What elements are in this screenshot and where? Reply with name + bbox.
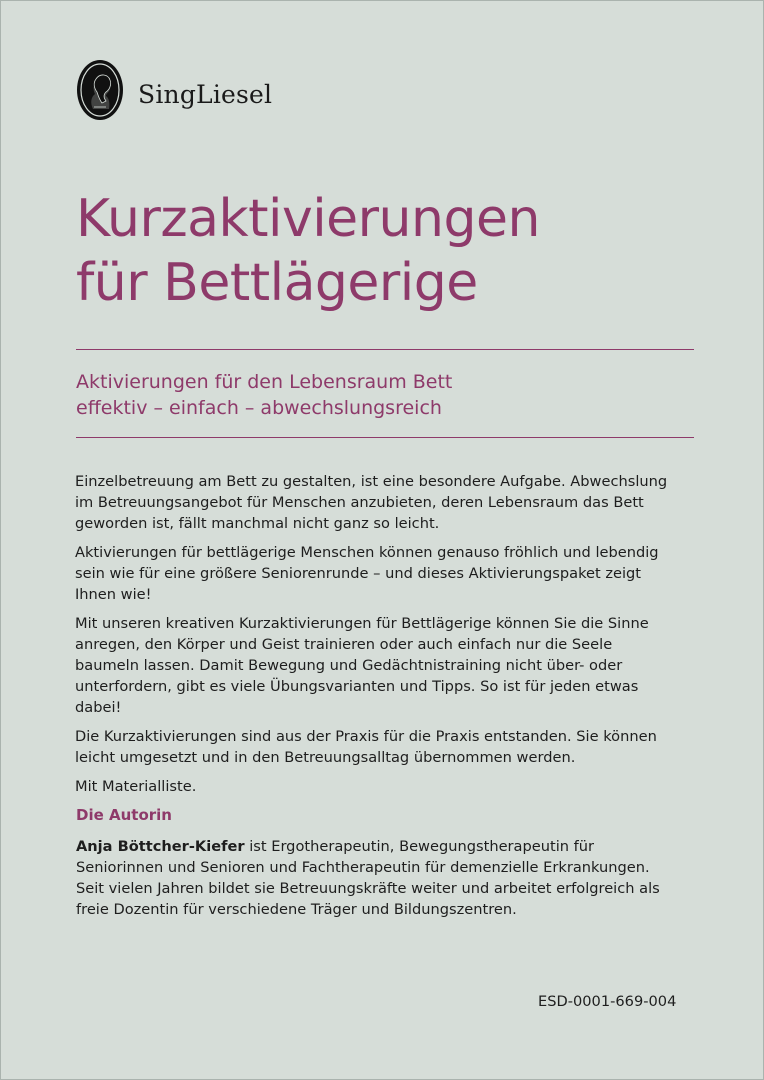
page-title: [76, 187, 540, 315]
brand-name: SingLiesel: [138, 79, 273, 109]
silhouette-portrait-icon: [76, 59, 124, 121]
subtitle: [76, 369, 452, 421]
title-line-1: Kurzaktivierungen: [76, 189, 540, 249]
brand-logo: [76, 59, 272, 121]
divider-bottom: [76, 437, 694, 438]
title-line-2: für Bettlägerige: [76, 253, 478, 313]
paragraph: Mit Materialliste.: [75, 778, 197, 795]
paragraph: Einzelbetreuung am Bett zu gestalten, ist eine besondere Aufgabe. Abwechslung im Betreuungsangebot für Menschen anzubieten, deren Lebensraum das Bett geworden ist, fällt manchmal nicht ganz so leicht.: [75, 473, 668, 532]
author-heading: Die Autorin: [76, 806, 172, 824]
author-name: Anja Böttcher-Kiefer: [76, 838, 245, 855]
paragraph: Aktivierungen für bettlägerige Menschen können genauso fröhlich und lebendig sein wie für eine größere Seniorenrunde – und dieses Aktivierungspaket zeigt Ihnen wie!: [75, 544, 659, 603]
subtitle-line-2: effektiv – einfach – abwechslungsreich: [76, 397, 442, 419]
divider-top: [76, 349, 694, 350]
author-bio: [76, 836, 682, 920]
paragraph: Mit unseren kreativen Kurzaktivierungen für Bettlägerige können Sie die Sinne anregen, den Körper und Geist trainieren oder auch einfach nur die Seele baumeln lassen. Damit Bewegung und Gedächtnistraining nicht über- oder unterfordern, gibt es viele Übungsvarianten und Tipps. So ist für jeden etwas dabei!: [75, 615, 649, 716]
paragraph: Die Kurzaktivierungen sind aus der Praxis für die Praxis entstanden. Sie können leicht umgesetzt und in den Betreuungsalltag übernommen werden.: [75, 728, 657, 766]
product-code: ESD-0001-669-004: [538, 993, 677, 1010]
description: [75, 471, 675, 805]
subtitle-line-1: Aktivierungen für den Lebensraum Bett: [76, 371, 453, 393]
author-bio-text: ist Ergotherapeutin, Bewegungstherapeutin für Seniorinnen und Senioren und Fachtherapeutin für demenzielle Erkrankungen. Seit vielen Jahren bildet sie Betreuungskräfte weiter und arbeitet erfolgreich als freie Dozentin für verschiedene Träger und Bildungszentren.: [76, 838, 660, 918]
